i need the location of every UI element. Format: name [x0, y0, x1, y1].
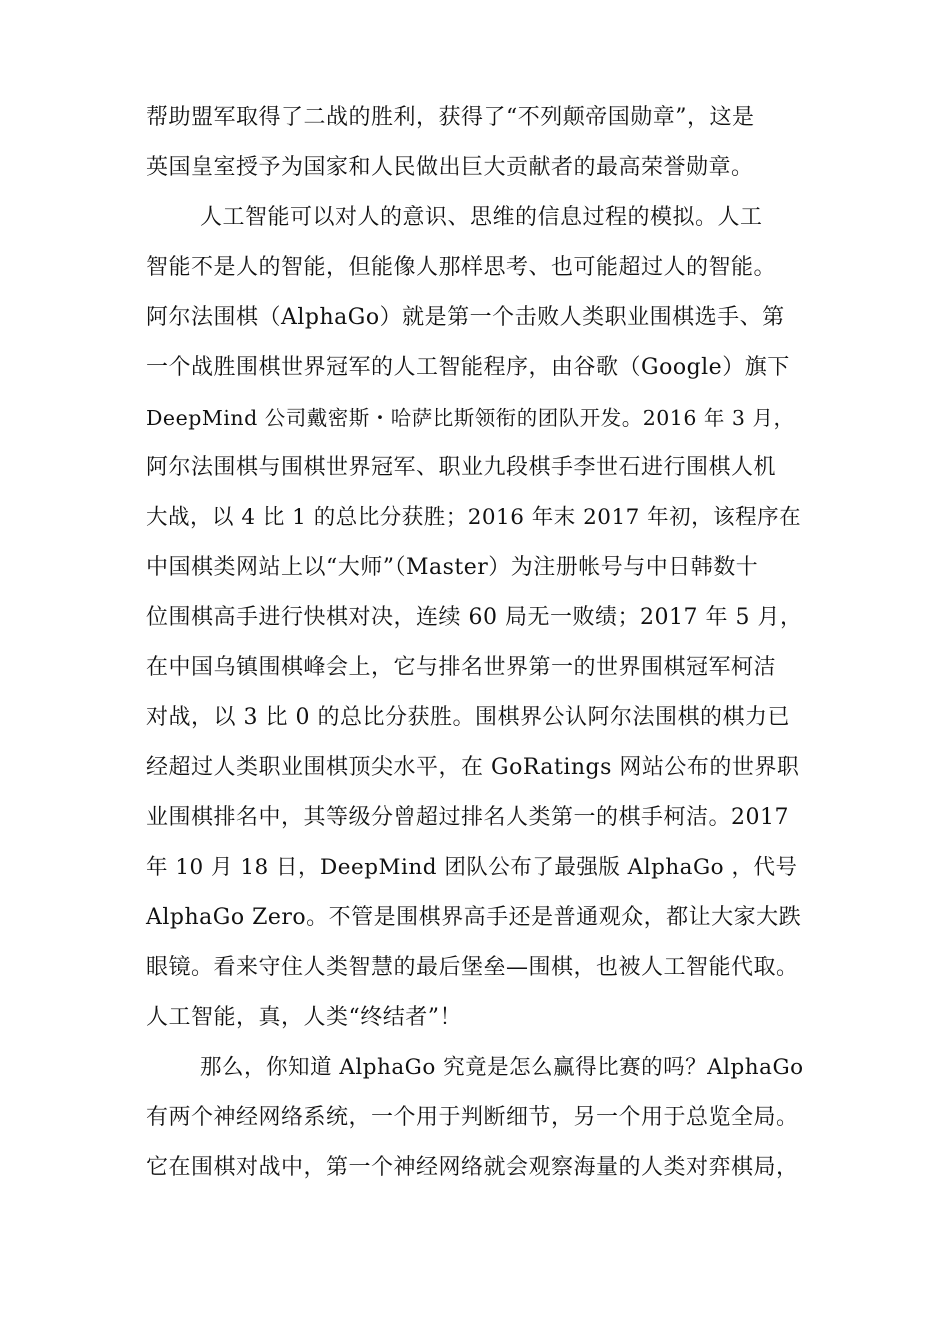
- text-line: 在中国乌镇围棋峰会上，它与排名世界第一的世界围棋冠军柯洁: [146, 655, 777, 680]
- text-line: 眼镜。看来守住人类智慧的最后堡垒—围棋，也被人工智能代取。: [146, 955, 799, 980]
- text-line: 智能不是人的智能，但能像人那样思考、也可能超过人的智能。: [146, 255, 777, 280]
- text-line: 阿尔法围棋与围棋世界冠军、职业九段棋手李世石进行围棋人机: [146, 455, 777, 480]
- text-line: 业围棋排名中，其等级分曾超过排名人类第一的棋手柯洁。2017: [146, 805, 789, 830]
- text-line: 年 10 月 18 日，DeepMind 团队公布了最强版 AlphaGo ，代号: [146, 855, 798, 880]
- text-line: 英国皇室授予为国家和人民做出巨大贡献者的最高荣誉勋章。: [146, 155, 754, 180]
- text-line: 阿尔法围棋（AlphaGo）就是第一个击败人类职业围棋选手、第: [146, 305, 785, 330]
- text-line: 经超过人类职业围棋顶尖水平，在 GoRatings 网站公布的世界职: [146, 755, 800, 780]
- text-line: 它在围棋对战中，第一个神经网络就会观察海量的人类对弈棋局，: [146, 1155, 799, 1180]
- paragraph-start-line: 人工智能可以对人的意识、思维的信息过程的模拟。人工: [200, 205, 763, 230]
- text-line: 有两个神经网络系统，一个用于判断细节，另一个用于总览全局。: [146, 1105, 799, 1130]
- text-line: 中国棋类网站上以“大师”（Master）为注册帐号与中日韩数十: [146, 555, 759, 580]
- paragraph-start-line: 那么，你知道 AlphaGo 究竟是怎么赢得比赛的吗？AlphaGo: [200, 1055, 804, 1080]
- text-line: 人工智能，真，人类“终结者”！: [146, 1005, 462, 1030]
- text-line: AlphaGo Zero。不管是围棋界高手还是普通观众，都让大家大跌: [146, 905, 802, 930]
- text-line: 对战，以 3 比 0 的总比分获胜。围棋界公认阿尔法围棋的棋力已: [146, 705, 790, 730]
- text-line: 帮助盟军取得了二战的胜利，获得了“不列颠帝国勋章”，这是: [146, 105, 755, 130]
- text-line: 一个战胜围棋世界冠军的人工智能程序，由谷歌（Google）旗下: [146, 355, 790, 380]
- text-line: 位围棋高手进行快棋对决，连续 60 局无一败绩；2017 年 5 月，: [146, 605, 803, 630]
- text-line: DeepMind 公司戴密斯・哈萨比斯领衔的团队开发。2016 年 3 月，: [146, 406, 795, 430]
- text-line: 大战，以 4 比 1 的总比分获胜；2016 年末 2017 年初，该程序在: [146, 505, 802, 530]
